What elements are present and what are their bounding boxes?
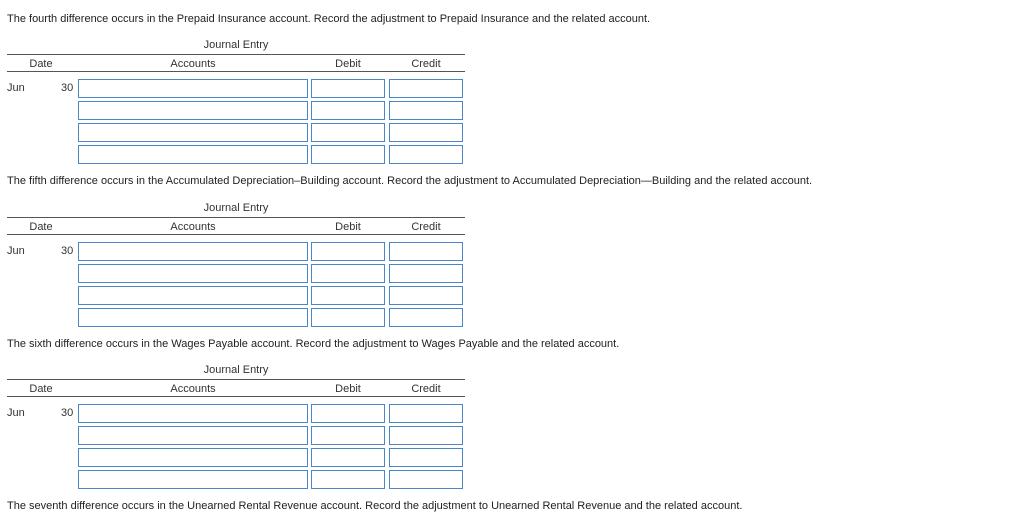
debit-input[interactable]	[311, 470, 385, 489]
journal-entry-accumulated-depreciation	[7, 202, 465, 314]
column-header-date: Date	[29, 383, 53, 395]
account-input[interactable]	[78, 123, 308, 142]
debit-input[interactable]	[311, 286, 385, 305]
debit-input[interactable]	[311, 145, 385, 164]
divider	[7, 234, 465, 235]
account-input[interactable]	[78, 242, 308, 261]
account-input[interactable]	[78, 145, 308, 164]
column-header-credit: Credit	[411, 221, 441, 233]
credit-input[interactable]	[389, 470, 463, 489]
divider	[7, 54, 465, 55]
credit-input[interactable]	[389, 264, 463, 283]
journal-row	[7, 308, 465, 327]
debit-input[interactable]	[311, 448, 385, 467]
journal-row	[7, 404, 465, 423]
credit-input[interactable]	[389, 242, 463, 261]
account-input[interactable]	[78, 426, 308, 445]
journal-row	[7, 264, 465, 283]
column-header-accounts: Accounts	[170, 383, 216, 395]
account-input[interactable]	[78, 448, 308, 467]
column-header-date: Date	[29, 58, 53, 70]
date-day: 30	[61, 407, 74, 419]
journal-row	[7, 448, 465, 467]
divider	[7, 71, 465, 72]
date-month: Jun	[7, 407, 25, 419]
journal-row	[7, 123, 465, 142]
journal-entry-wages-payable	[7, 364, 465, 476]
debit-input[interactable]	[311, 404, 385, 423]
account-input[interactable]	[78, 264, 308, 283]
date-month: Jun	[7, 82, 25, 94]
credit-input[interactable]	[389, 79, 463, 98]
account-input[interactable]	[78, 79, 308, 98]
column-header-debit: Debit	[335, 383, 361, 395]
column-header-date: Date	[29, 221, 53, 233]
instruction-text-fifth: The fifth difference occurs in the Accumulated Depreciation–Building account. Record the adjustment to Accumulated Depreciation—Building and the related account.	[7, 175, 813, 187]
account-input[interactable]	[78, 470, 308, 489]
journal-row	[7, 426, 465, 445]
journal-row	[7, 286, 465, 305]
credit-input[interactable]	[389, 404, 463, 423]
journal-row	[7, 145, 465, 164]
debit-input[interactable]	[311, 426, 385, 445]
column-header-debit: Debit	[335, 58, 361, 70]
debit-input[interactable]	[311, 264, 385, 283]
debit-input[interactable]	[311, 308, 385, 327]
journal-entry-title: Journal Entry	[203, 364, 269, 376]
credit-input[interactable]	[389, 448, 463, 467]
credit-input[interactable]	[389, 123, 463, 142]
column-header-accounts: Accounts	[170, 58, 216, 70]
debit-input[interactable]	[311, 79, 385, 98]
credit-input[interactable]	[389, 426, 463, 445]
debit-input[interactable]	[311, 242, 385, 261]
date-day: 30	[61, 82, 74, 94]
instruction-text-seventh: The seventh difference occurs in the Unearned Rental Revenue account. Record the adjustment to Unearned Rental Revenue and the related account.	[7, 500, 743, 512]
debit-input[interactable]	[311, 123, 385, 142]
credit-input[interactable]	[389, 145, 463, 164]
journal-row	[7, 79, 465, 98]
credit-input[interactable]	[389, 286, 463, 305]
account-input[interactable]	[78, 308, 308, 327]
divider	[7, 217, 465, 218]
journal-row	[7, 242, 465, 261]
credit-input[interactable]	[389, 101, 463, 120]
account-input[interactable]	[78, 286, 308, 305]
journal-entry-prepaid-insurance	[7, 39, 465, 151]
divider	[7, 379, 465, 380]
divider	[7, 396, 465, 397]
column-header-accounts: Accounts	[170, 221, 216, 233]
journal-row	[7, 101, 465, 120]
column-header-credit: Credit	[411, 383, 441, 395]
journal-entry-title: Journal Entry	[203, 202, 269, 214]
instruction-text-sixth: The sixth difference occurs in the Wages Payable account. Record the adjustment to Wages Payable and the related account.	[7, 338, 620, 350]
date-day: 30	[61, 245, 74, 257]
column-header-credit: Credit	[411, 58, 441, 70]
journal-entry-title: Journal Entry	[203, 39, 269, 51]
journal-row	[7, 470, 465, 489]
date-month: Jun	[7, 245, 25, 257]
column-header-debit: Debit	[335, 221, 361, 233]
account-input[interactable]	[78, 101, 308, 120]
instruction-text-fourth: The fourth difference occurs in the Prepaid Insurance account. Record the adjustment to Prepaid Insurance and the related account.	[7, 13, 651, 25]
credit-input[interactable]	[389, 308, 463, 327]
debit-input[interactable]	[311, 101, 385, 120]
account-input[interactable]	[78, 404, 308, 423]
